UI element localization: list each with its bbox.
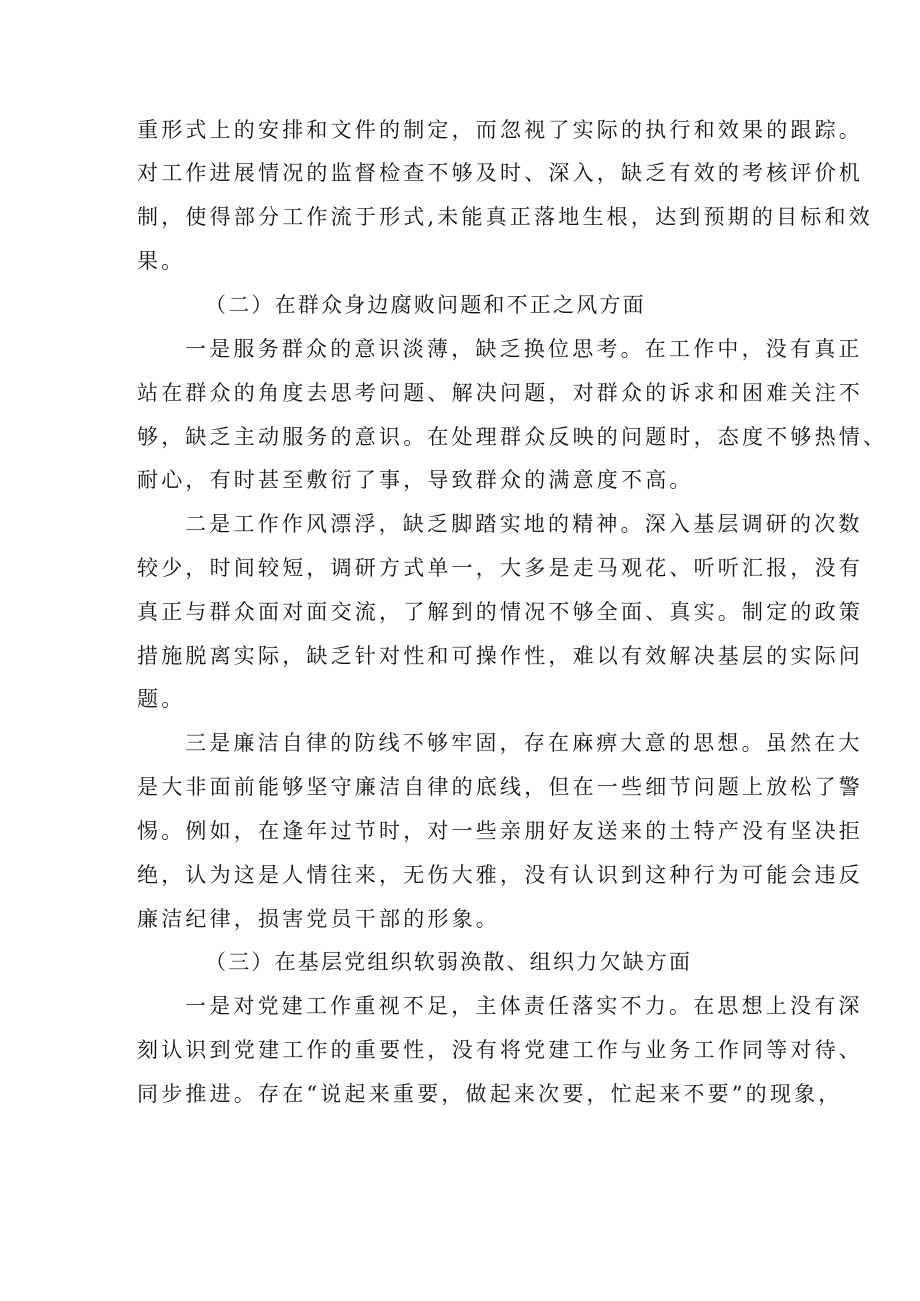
paragraph-line: 绝，认为这是人情往来，无伤大雅，没有认识到这种行为可能会违反: [137, 863, 863, 887]
paragraph-line: 制，使得部分工作流于形式,未能真正落地生根，达到预期的目标和效: [137, 205, 873, 229]
paragraph-line: 真正与群众面对面交流，了解到的情况不够全面、真实。制定的政策: [137, 600, 863, 624]
paragraph-line: 对工作进展情况的监督检查不够及时、深入，缺乏有效的考核评价机: [137, 161, 863, 185]
paragraph-line: 措施脱离实际，缺乏针对性和可操作性，难以有效解决基层的实际问: [137, 644, 863, 668]
paragraph-line: 站在群众的角度去思考问题、解决问题，对群众的诉求和困难关注不: [137, 381, 863, 405]
paragraph-line: 较少，时间较短，调研方式单一，大多是走马观花、听听汇报，没有: [137, 556, 863, 580]
paragraph-line: 耐心，有时甚至敷衍了事，导致群众的满意度不高。: [137, 468, 694, 492]
section-heading: （二）在群众身边腐败问题和不正之风方面: [205, 293, 646, 317]
paragraph-line: 惕。例如，在逢年过节时，对一些亲朋好友送来的土特产没有坚决拒: [137, 819, 863, 843]
paragraph-line: 果。: [137, 249, 186, 273]
paragraph-line: 三是廉洁自律的防线不够牢固，存在麻痹大意的思想。虽然在大: [185, 731, 863, 755]
paragraph-line: 一是服务群众的意识淡薄，缺乏换位思考。在工作中，没有真正: [185, 337, 863, 361]
paragraph-line: 二是工作作风漂浮，缺乏脚踏实地的精神。深入基层调研的次数: [185, 512, 863, 536]
paragraph-line: 重形式上的安排和文件的制定，而忽视了实际的执行和效果的跟踪。: [137, 118, 863, 142]
paragraph-line: 同步推进。存在“说起来重要，做起来次要，忙起来不要”的现象，: [137, 1082, 843, 1106]
paragraph-line: 一是对党建工作重视不足，主体责任落实不力。在思想上没有深: [185, 994, 863, 1018]
paragraph-line: 刻认识到党建工作的重要性，没有将党建工作与业务工作同等对待、: [137, 1038, 863, 1062]
section-heading: （三）在基层党组织软弱涣散、组织力欠缺方面: [205, 950, 693, 974]
paragraph-line: 题。: [137, 687, 186, 711]
paragraph-line: 是大非面前能够坚守廉洁自律的底线，但在一些细节问题上放松了警: [137, 775, 863, 799]
paragraph-line: 廉洁纪律，损害党员干部的形象。: [137, 907, 500, 931]
paragraph-line: 够，缺乏主动服务的意识。在处理群众反映的问题时，态度不够热情、: [137, 425, 888, 449]
